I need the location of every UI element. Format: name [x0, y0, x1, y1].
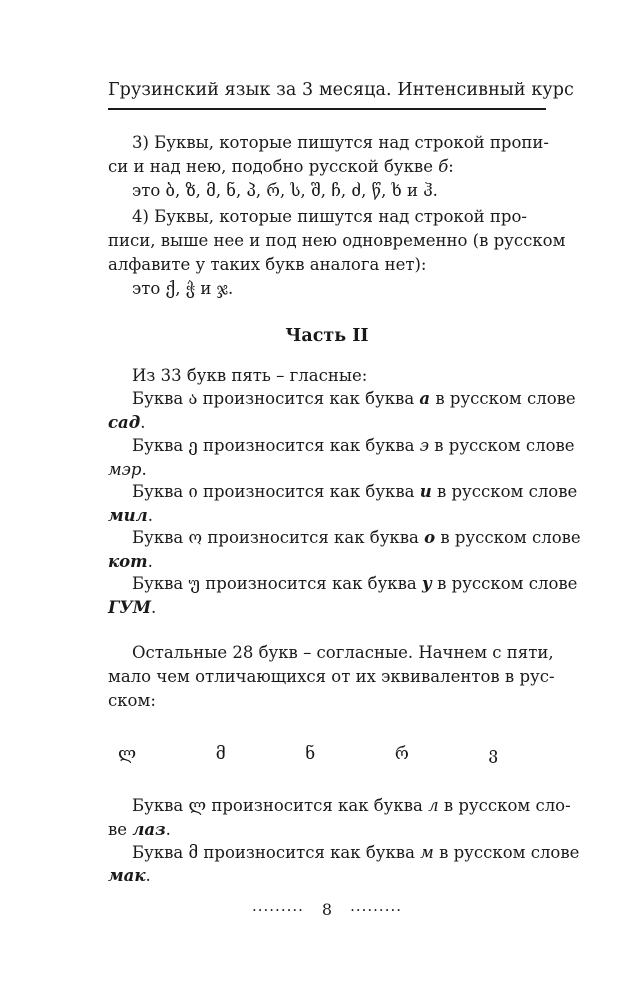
vowel-o-line1: [108, 528, 581, 547]
vowels-intro: Из 33 букв пять – гласные:: [132, 366, 368, 385]
page-number: 8: [321, 900, 333, 919]
vowel-e-end: .: [141, 460, 147, 479]
vowel-o-word: кот: [108, 552, 148, 571]
consonant-m-word: мак: [108, 866, 146, 885]
vowel-o-pre: Буква ო произносится как буква: [132, 528, 425, 547]
vowel-u-pre: Буква უ произносится как буква: [132, 574, 422, 593]
item4-line4: это ქ, ჭ и ჯ.: [132, 279, 234, 298]
consonant-l-line2-text: ве: [108, 820, 133, 839]
footer-dots-right: ·········: [350, 901, 403, 919]
vowel-o-post: в русском слове: [435, 528, 581, 547]
letter-man: მ: [215, 744, 226, 764]
consonant-m-letter: м: [420, 843, 434, 862]
item3-line3: это ბ, ზ, მ, ნ, პ, რ, ს, შ, ჩ, ძ, წ, ხ и ჰ.: [132, 181, 438, 200]
vowel-a-line1: [108, 389, 576, 408]
vowel-e-letter: э: [419, 436, 429, 455]
vowel-i-post: в русском слове: [431, 482, 578, 501]
consonant-l-line1: [108, 796, 570, 815]
vowel-u-letter: у: [422, 574, 432, 593]
item4-line3: алфавите у таких букв аналога нет):: [108, 255, 427, 274]
vowel-i-end: .: [147, 506, 154, 525]
item4-line2: писи, выше нее и под нею одновременно (в русском: [108, 231, 566, 250]
vowel-u-word: ГУМ: [108, 598, 152, 617]
vowel-e-word: мэр: [108, 460, 142, 479]
consonants-line1: Остальные 28 букв – согласные. Начнем с пяти,: [132, 643, 554, 662]
vowel-e-post: в русском слове: [429, 436, 575, 455]
item4-line1: 4) Буквы, которые пишутся над строкой про-: [132, 207, 527, 226]
vowel-i-line2: [108, 506, 546, 525]
consonant-m-end: .: [145, 866, 151, 885]
vowel-e-line2: [108, 460, 546, 479]
vowel-i-letter: и: [419, 482, 432, 501]
letter-nar: ნ: [305, 744, 316, 764]
consonant-l-end: .: [165, 820, 171, 839]
vowel-a-pre: Буква ა произносится как буква: [132, 389, 420, 408]
consonant-l-letter: л: [428, 796, 439, 815]
item3-colon: :: [448, 157, 454, 176]
section-title: Часть II: [285, 326, 369, 346]
vowel-a-word: сад: [108, 413, 141, 432]
vowel-u-line2: [108, 598, 546, 617]
item3-line1: 3) Буквы, которые пишутся над строкой пропи-: [132, 133, 549, 152]
header-rule: [108, 108, 546, 110]
consonant-l-pre: Буква ლ произносится как буква: [132, 796, 429, 815]
vowel-u-post: в русском слове: [431, 574, 578, 593]
vowel-a-post: в русском слове: [430, 389, 576, 408]
vowel-i-line1: [108, 482, 578, 501]
consonant-l-post: в русском сло-: [438, 796, 571, 815]
vowel-e-pre: Буква ე произносится как буква: [132, 436, 420, 455]
item3-line2-text: си и над нею, подобно русской букве: [108, 157, 439, 176]
consonant-letters-row: [118, 744, 498, 764]
consonant-m-line2: [108, 866, 546, 885]
vowel-i-word: мил: [108, 506, 148, 525]
vowel-a-line2: [108, 413, 546, 432]
item3-line2: [108, 157, 546, 176]
consonant-m-line1: [108, 843, 580, 862]
vowel-a-letter: а: [419, 389, 431, 408]
vowel-i-pre: Буква ი произносится как буква: [132, 482, 420, 501]
letter-vin: ვ: [488, 744, 498, 764]
vowel-e-line1: [108, 436, 575, 455]
consonant-m-post: в русском слове: [433, 843, 580, 862]
consonants-line3: ском:: [108, 691, 156, 710]
consonants-line2: мало чем отличающихся от их эквивалентов в рус-: [108, 667, 555, 686]
vowel-u-line1: [108, 574, 578, 593]
vowel-o-end: .: [147, 552, 153, 571]
vowel-a-end: .: [140, 413, 146, 432]
letter-rae: რ: [394, 744, 409, 764]
letter-las: ლ: [118, 744, 137, 764]
item3-letter-b: б: [438, 157, 449, 176]
vowel-o-line2: [108, 552, 546, 571]
footer-dots-left: ·········: [251, 901, 304, 919]
vowel-u-end: .: [151, 598, 157, 617]
consonant-l-line2: [108, 820, 546, 839]
running-header: Грузинский язык за 3 месяца. Интенсивный курс: [108, 80, 574, 100]
consonant-m-pre: Буква მ произносится как буква: [132, 843, 421, 862]
consonant-l-word: лаз: [132, 820, 166, 839]
page-footer: [108, 900, 546, 919]
vowel-o-letter: о: [424, 528, 436, 547]
